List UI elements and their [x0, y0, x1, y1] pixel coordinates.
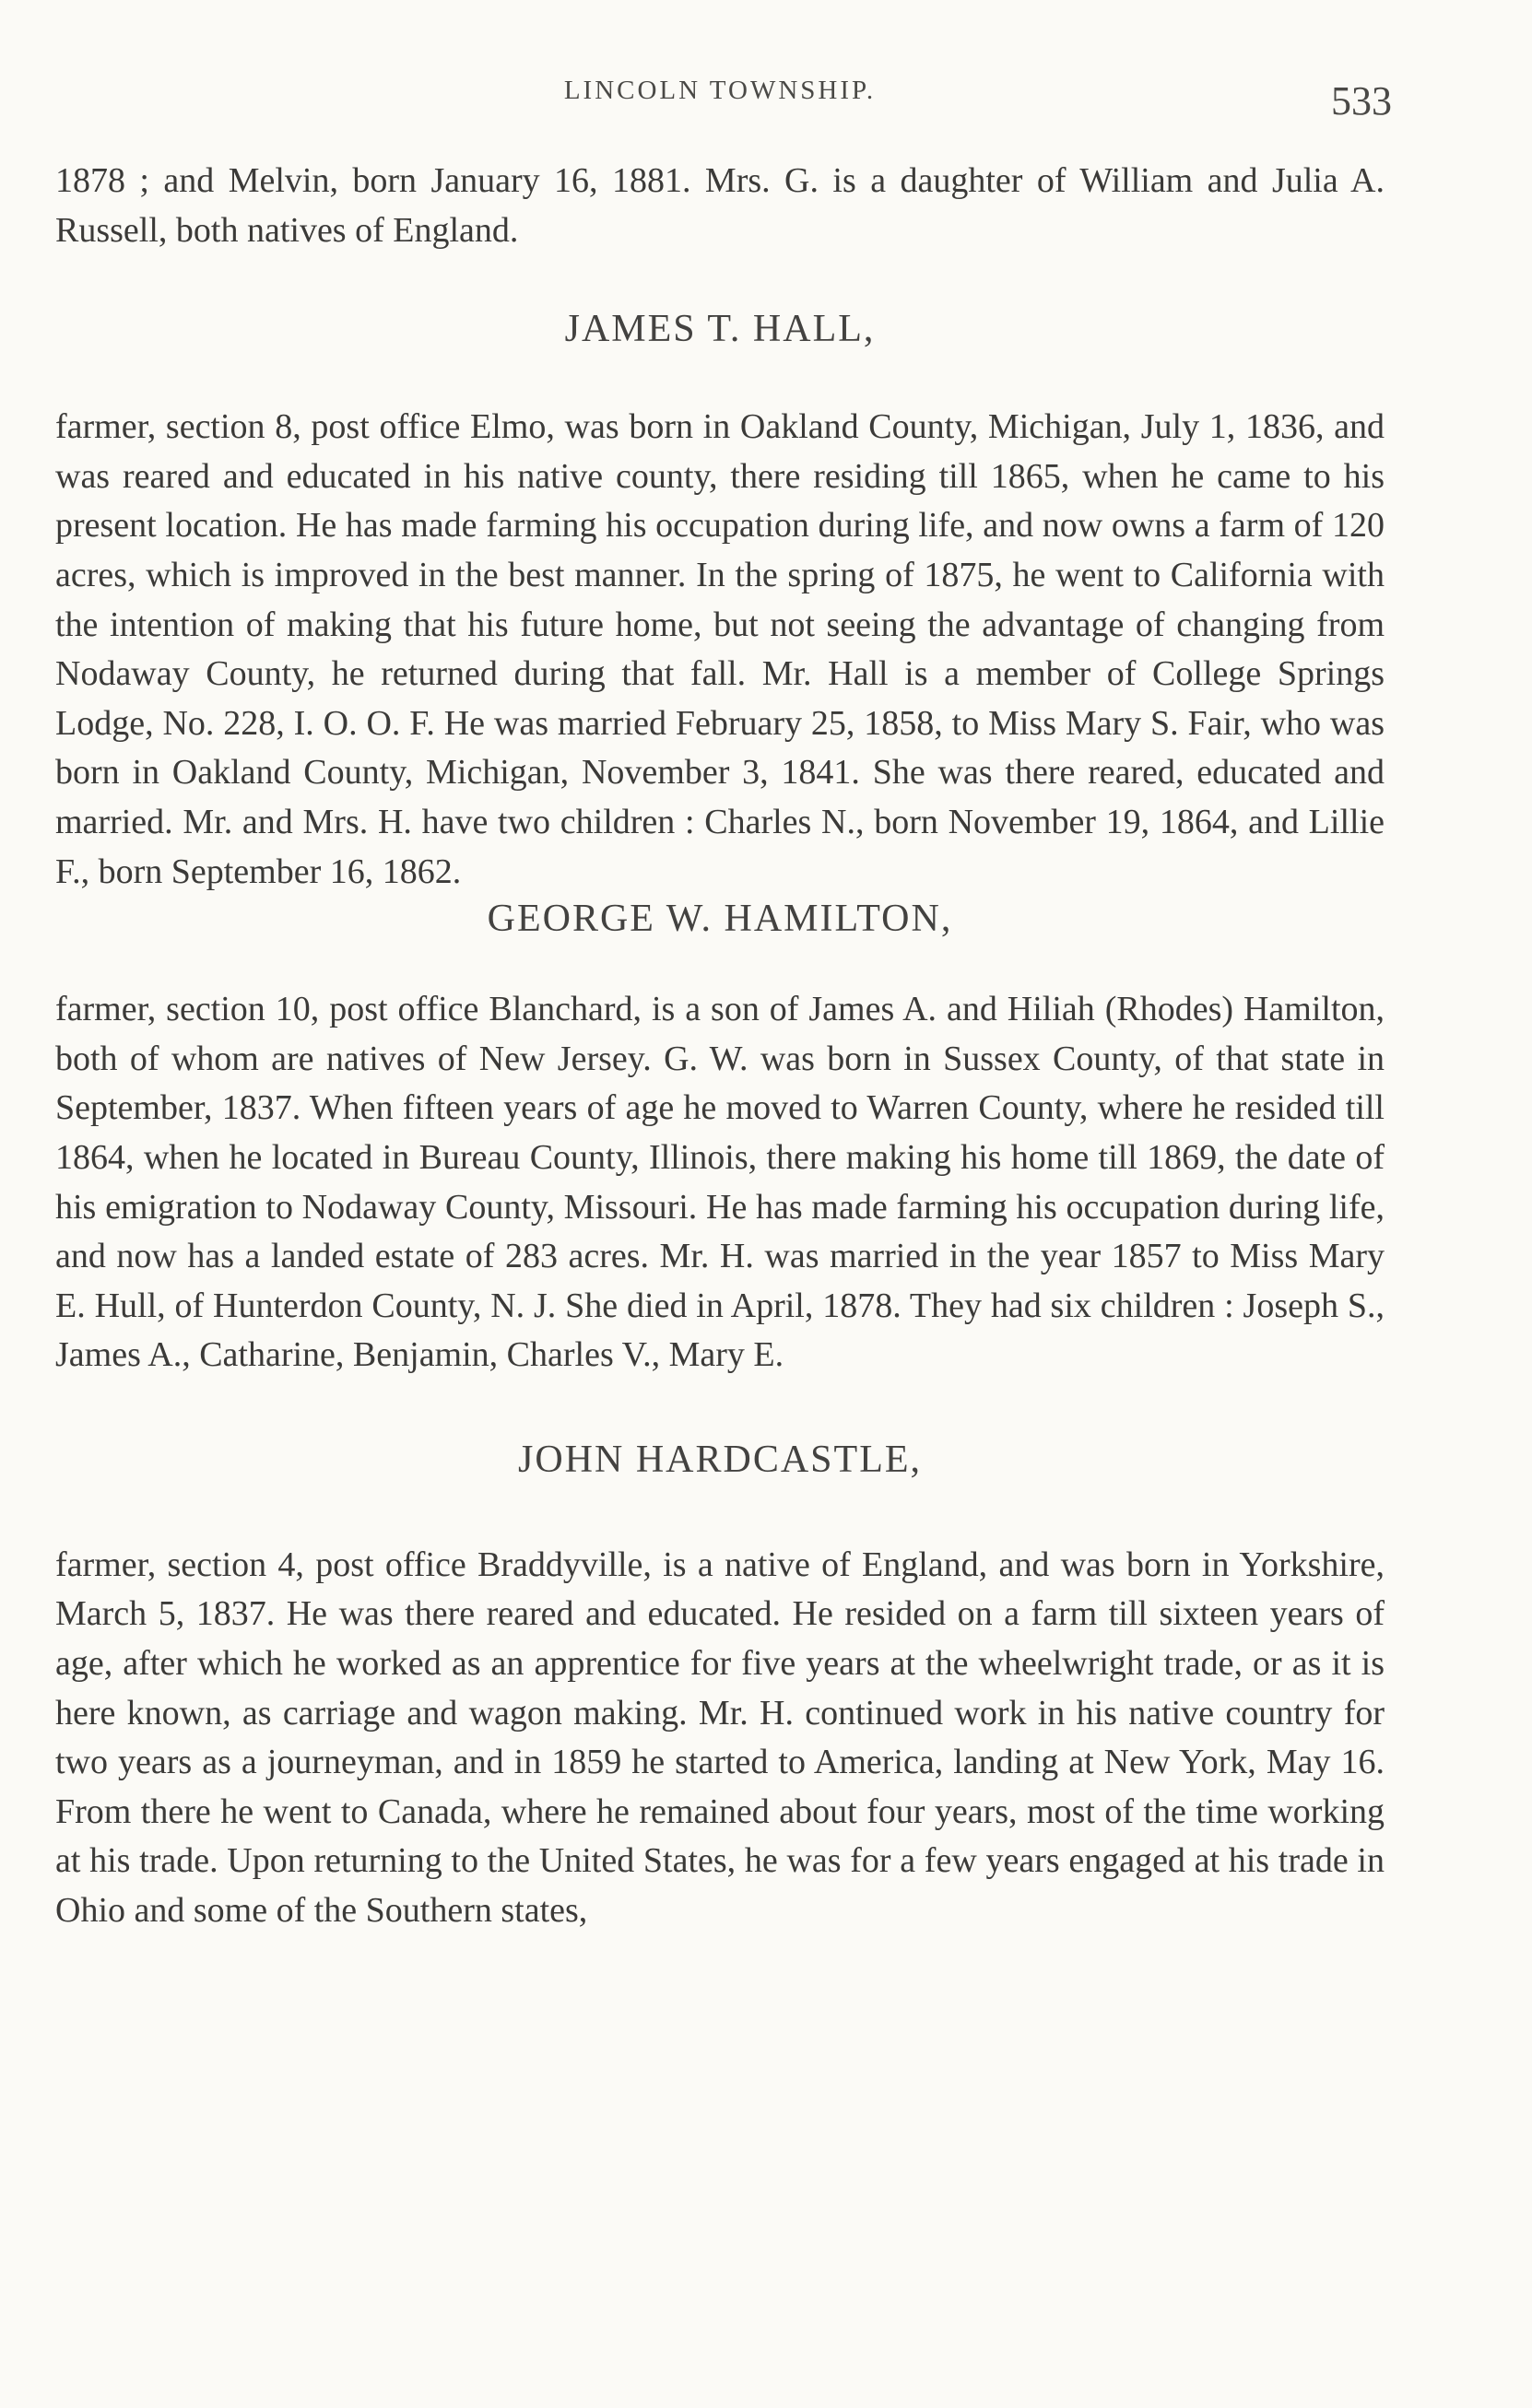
entry-text-hall: farmer, section 8, post office Elmo, was born in Oakland County, Michigan, July 1, 1836, and was reared and educated in his native county, there residing till 1865, when he came to his present location. He has made farming his occupation during life, and now owns a farm of 120 acres, which is improved in the best manner. In the spring of 1875, he went to California with the intention of making that his future home, but not seeing the advantage of changing from Nodaway County, he returned during that fall. Mr. Hall is a member of College Springs Lodge, No. 228, I. O. O. F. He was married February 25, 1858, to Miss Mary S. Fair, who was born in Oakland County, Michigan, November 3, 1841. She was there reared, educated and married. Mr. and Mrs. H. have two children : Charles N., born November 19, 1864, and Lillie F., born September 16, 1862. — [55, 407, 1385, 891]
page-body — [55, 157, 1385, 1936]
running-head: LINCOLN TOWNSHIP. — [563, 76, 877, 105]
entry-heading-hamilton: GEORGE W. HAMILTON, — [487, 898, 953, 941]
page-number: 533 — [1331, 78, 1392, 123]
entry-heading-hall: JAMES T. HALL, — [564, 308, 876, 351]
entry-heading-hardcastle: JOHN HARDCASTLE, — [517, 1438, 922, 1481]
entry-text-hardcastle: farmer, section 4, post office Braddyville, is a native of England, and was born in Yorkshire, March 5, 1837. He was there reared and educated. He resided on a farm till sixteen years of age, after which he worked as an apprentice for five years at the wheelwright trade, or as it is here known, as carriage and wagon making. Mr. H. continued work in his native country for two years as a journeyman, and in 1859 he started to America, landing at New York, May 16. From there he went to Canada, where he remained about four years, most of the time working at his trade. Upon returning to the United States, he was for a few years engaged at his trade in Ohio and some of the Southern states, — [55, 1545, 1385, 1931]
entry-text-hamilton: farmer, section 10, post office Blanchard, is a son of James A. and Hiliah (Rhodes) Hamilton, both of whom are natives of New Jersey. G. W. was born in Sussex County, of that state in September, 1837. When fifteen years of age he moved to Warren County, where he resided till 1864, when he located in Bureau County, Illinois, there making his home till 1869, the date of his emigration to Nodaway County, Missouri. He has made farming his occupation during life, and now has a landed estate of 283 acres. Mr. H. was married in the year 1857 to Miss Mary E. Hull, of Hunterdon County, N. J. She died in April, 1878. They had six children : Joseph S., James A., Catharine, Benjamin, Charles V., Mary E. — [55, 990, 1385, 1375]
continuation-paragraph: 1878 ; and Melvin, born January 16, 1881. Mrs. G. is a daughter of William and Julia A. Russell, both natives of England. — [55, 161, 1385, 250]
